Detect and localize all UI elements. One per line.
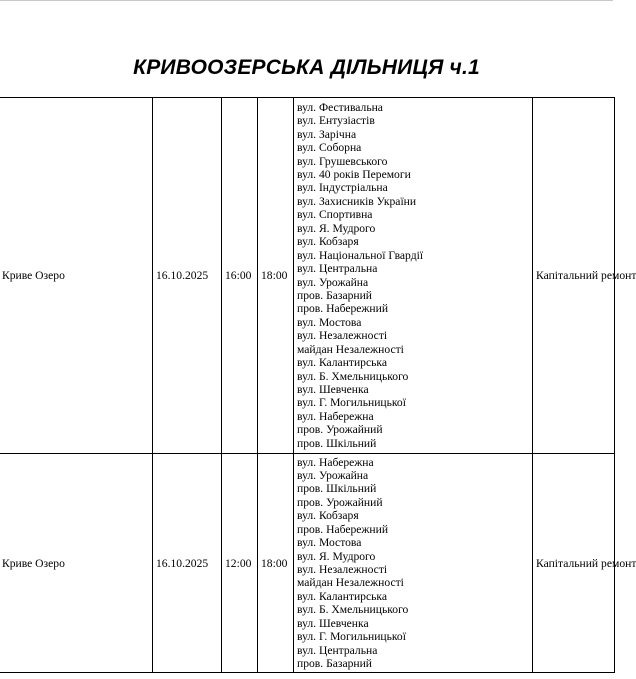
date-cell: 16.10.2025 [153, 454, 222, 673]
street-item: вул. Кобзаря [297, 235, 359, 249]
street-item: пров. Шкільний [297, 436, 377, 450]
street-item: пров. Набережний [297, 302, 389, 316]
street-item: вул. Я. Мудрого [297, 221, 376, 235]
time-to-cell: 18:00 [258, 454, 294, 673]
street-item: вул. Грушевського [297, 154, 388, 168]
street-item: пров. Базарний [297, 288, 373, 302]
street-item: вул. Калантирська [297, 356, 388, 370]
streets-cell [294, 454, 533, 673]
street-item: вул. Зарічна [297, 127, 357, 141]
time-from-cell: 16:00 [222, 98, 258, 454]
street-item: вул. Ентузіастів [297, 114, 375, 128]
street-item: вул. Центральна [297, 262, 378, 276]
table-row [0, 98, 615, 454]
street-item: вул. Урожайна [297, 275, 369, 289]
street-item: пров. Базарний [297, 657, 373, 671]
street-item: вул. Незалежності [297, 329, 388, 343]
time-from-cell: 12:00 [222, 454, 258, 673]
street-item: вул. Мостова [297, 315, 362, 329]
street-item: вул. Г. Могильницької [297, 396, 406, 410]
work-type-cell: Капітальний ремонт [533, 98, 615, 454]
street-item: вул. Кобзаря [297, 509, 359, 523]
street-item: вул. Я. Мудрого [297, 549, 376, 563]
street-item: вул. Набережна [297, 409, 374, 423]
street-item: пров. Набережний [297, 522, 389, 536]
street-item: вул. Набережна [297, 455, 374, 469]
street-item: вул. Б. Хмельницького [297, 369, 409, 383]
street-item: вул. Урожайна [297, 468, 369, 482]
page-title: КРИВООЗЕРСЬКА ДІЛЬНИЦЯ ч.1 [133, 56, 480, 79]
street-item: майдан Незалежності [297, 342, 404, 356]
street-item: пров. Урожайний [297, 495, 383, 509]
street-item: вул. Національної Гвардії [297, 248, 424, 262]
street-item: вул. Шевченка [297, 383, 369, 396]
street-item: вул. Індустріальна [297, 181, 388, 195]
street-item: вул. Мостова [297, 536, 362, 550]
street-item: майдан Незалежності [297, 576, 404, 590]
location-cell: Криве Озеро [0, 454, 153, 673]
street-item: вул. Соборна [297, 141, 362, 155]
street-item: вул. Шевченка [297, 616, 369, 630]
date-cell: 16.10.2025 [153, 98, 222, 454]
street-item: вул. Незалежності [297, 563, 388, 576]
street-item: пров. Урожайний [297, 423, 383, 437]
time-to-cell: 18:00 [258, 98, 294, 454]
top-border-line [0, 0, 613, 1]
street-item: вул. Б. Хмельницького [297, 603, 409, 617]
location-cell: Криве Озеро [0, 98, 153, 454]
street-item: вул. Центральна [297, 643, 378, 657]
street-item: вул. Фестивальна [297, 100, 383, 114]
streets-cell [294, 98, 533, 454]
street-item: вул. Спортивна [297, 208, 373, 222]
street-item: пров. Шкільний [297, 482, 377, 496]
outage-schedule-table [0, 97, 636, 673]
street-item: вул. Захисників України [297, 194, 417, 208]
table-row [0, 454, 615, 673]
street-item: вул. Г. Могильницької [297, 630, 406, 644]
work-type-cell: Капітальний ремонт [533, 454, 615, 673]
street-item: вул. 40 років Перемоги [297, 168, 411, 181]
street-item: вул. Калантирська [297, 589, 388, 603]
